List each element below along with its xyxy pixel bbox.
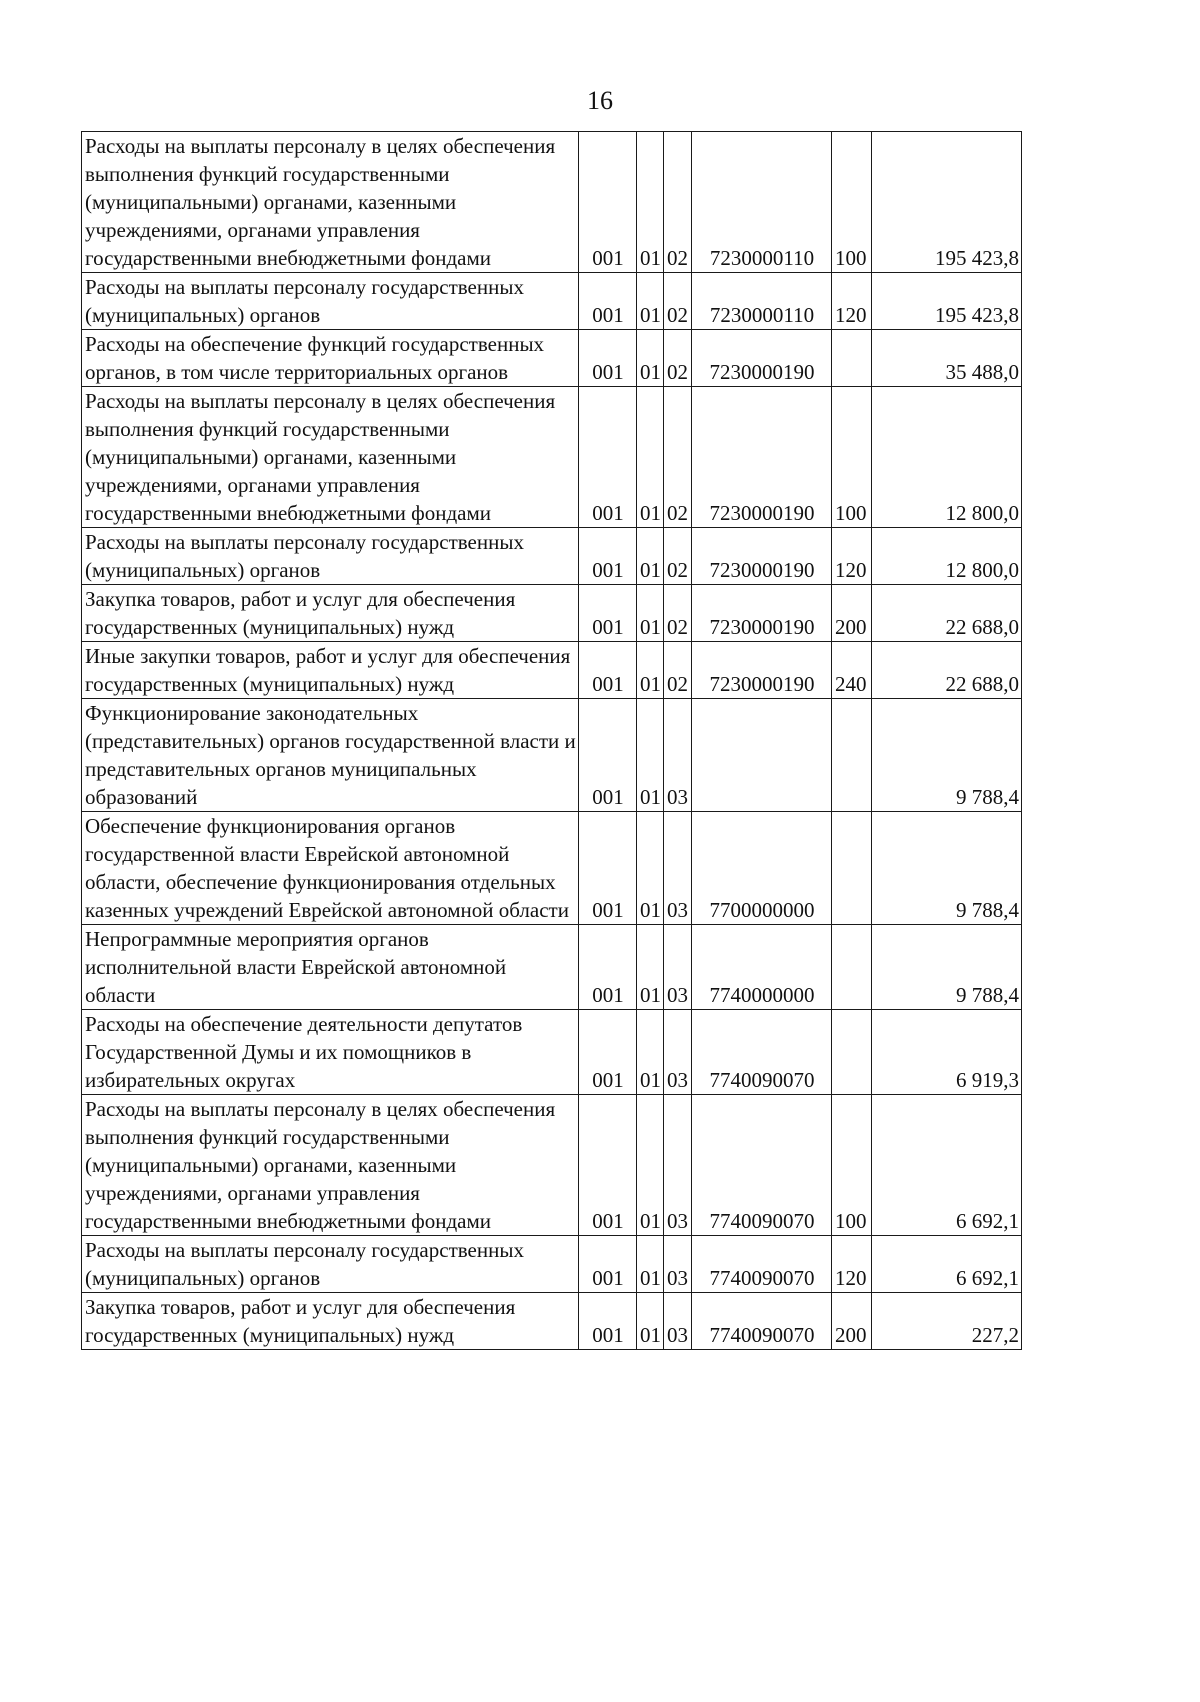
budget-table — [81, 131, 1022, 1350]
row-subsection-code: 03 — [664, 1095, 692, 1236]
row-ved-code: 001 — [579, 1010, 637, 1095]
row-target-article-code — [692, 699, 832, 812]
row-ved-code: 001 — [579, 387, 637, 528]
row-section-code: 01 — [637, 699, 664, 812]
row-expense-type-code: 120 — [832, 528, 872, 585]
row-ved-code: 001 — [579, 132, 637, 273]
row-subsection-code: 03 — [664, 699, 692, 812]
row-section-code: 01 — [637, 642, 664, 699]
row-section-code: 01 — [637, 1236, 664, 1293]
row-target-article-code: 7230000190 — [692, 642, 832, 699]
table-row — [82, 925, 1022, 1010]
row-target-article-code: 7740000000 — [692, 925, 832, 1010]
row-amount: 195 423,8 — [872, 273, 1022, 330]
row-name: Закупка товаров, работ и услуг для обеспечения государственных (муниципальных) нужд — [82, 585, 579, 642]
row-name: Расходы на обеспечение деятельности депутатов Государственной Думы и их помощников в избирательных округах — [82, 1010, 579, 1095]
row-subsection-code: 03 — [664, 1293, 692, 1350]
row-section-code: 01 — [637, 387, 664, 528]
table-row — [82, 812, 1022, 925]
row-subsection-code: 02 — [664, 330, 692, 387]
row-amount: 195 423,8 — [872, 132, 1022, 273]
row-section-code: 01 — [637, 1095, 664, 1236]
row-section-code: 01 — [637, 812, 664, 925]
row-amount: 6 692,1 — [872, 1236, 1022, 1293]
row-amount: 6 919,3 — [872, 1010, 1022, 1095]
row-ved-code: 001 — [579, 585, 637, 642]
row-subsection-code: 02 — [664, 585, 692, 642]
row-target-article-code: 7230000190 — [692, 585, 832, 642]
row-amount: 6 692,1 — [872, 1095, 1022, 1236]
row-subsection-code: 02 — [664, 642, 692, 699]
row-amount: 227,2 — [872, 1293, 1022, 1350]
row-name: Расходы на выплаты персоналу государственных (муниципальных) органов — [82, 528, 579, 585]
row-expense-type-code — [832, 699, 872, 812]
row-target-article-code: 7740090070 — [692, 1293, 832, 1350]
row-section-code: 01 — [637, 1010, 664, 1095]
row-amount: 9 788,4 — [872, 812, 1022, 925]
row-name: Функционирование законодательных (представительных) органов государственной власти и представительных органов муниципальных образований — [82, 699, 579, 812]
row-subsection-code: 03 — [664, 1010, 692, 1095]
row-target-article-code: 7700000000 — [692, 812, 832, 925]
row-expense-type-code — [832, 812, 872, 925]
table-row — [82, 699, 1022, 812]
table-row — [82, 330, 1022, 387]
row-subsection-code: 03 — [664, 925, 692, 1010]
row-amount: 22 688,0 — [872, 585, 1022, 642]
table-row — [82, 642, 1022, 699]
table-row — [82, 273, 1022, 330]
row-name: Расходы на выплаты персоналу государственных (муниципальных) органов — [82, 1236, 579, 1293]
budget-table-body — [82, 132, 1022, 1350]
row-section-code: 01 — [637, 273, 664, 330]
row-ved-code: 001 — [579, 925, 637, 1010]
table-row — [82, 1010, 1022, 1095]
row-amount: 9 788,4 — [872, 699, 1022, 812]
row-expense-type-code — [832, 330, 872, 387]
row-section-code: 01 — [637, 585, 664, 642]
row-target-article-code: 7230000190 — [692, 528, 832, 585]
row-name: Расходы на выплаты персоналу в целях обеспечения выполнения функций государственными (муниципальными) органами, казенными учреждениями, органами управления государственными внебюджетными фондами — [82, 132, 579, 273]
table-row — [82, 387, 1022, 528]
row-subsection-code: 02 — [664, 132, 692, 273]
row-ved-code: 001 — [579, 642, 637, 699]
row-ved-code: 001 — [579, 1236, 637, 1293]
row-expense-type-code: 200 — [832, 1293, 872, 1350]
row-expense-type-code: 100 — [832, 132, 872, 273]
page-number: 16 — [587, 86, 613, 115]
row-expense-type-code: 240 — [832, 642, 872, 699]
row-name: Расходы на обеспечение функций государственных органов, в том числе территориальных органов — [82, 330, 579, 387]
row-subsection-code: 02 — [664, 528, 692, 585]
row-target-article-code: 7230000190 — [692, 387, 832, 528]
row-target-article-code: 7740090070 — [692, 1236, 832, 1293]
row-name: Обеспечение функционирования органов государственной власти Еврейской автономной области, обеспечение функционирования отдельных казенных учреждений Еврейской автономной области — [82, 812, 579, 925]
row-name: Расходы на выплаты персоналу государственных (муниципальных) органов — [82, 273, 579, 330]
row-name: Непрограммные мероприятия органов исполнительной власти Еврейской автономной области — [82, 925, 579, 1010]
row-expense-type-code: 120 — [832, 273, 872, 330]
row-amount: 9 788,4 — [872, 925, 1022, 1010]
row-section-code: 01 — [637, 132, 664, 273]
row-amount: 12 800,0 — [872, 528, 1022, 585]
row-name: Иные закупки товаров, работ и услуг для обеспечения государственных (муниципальных) нужд — [82, 642, 579, 699]
row-subsection-code: 02 — [664, 387, 692, 528]
row-section-code: 01 — [637, 330, 664, 387]
table-row — [82, 585, 1022, 642]
row-amount: 22 688,0 — [872, 642, 1022, 699]
row-name: Расходы на выплаты персоналу в целях обеспечения выполнения функций государственными (муниципальными) органами, казенными учреждениями, органами управления государственными внебюджетными фондами — [82, 1095, 579, 1236]
table-row — [82, 1095, 1022, 1236]
row-subsection-code: 03 — [664, 812, 692, 925]
row-ved-code: 001 — [579, 1095, 637, 1236]
row-section-code: 01 — [637, 528, 664, 585]
row-amount: 35 488,0 — [872, 330, 1022, 387]
row-target-article-code: 7230000110 — [692, 132, 832, 273]
row-target-article-code: 7230000110 — [692, 273, 832, 330]
table-row — [82, 132, 1022, 273]
row-target-article-code: 7230000190 — [692, 330, 832, 387]
row-name: Расходы на выплаты персоналу в целях обеспечения выполнения функций государственными (муниципальными) органами, казенными учреждениями, органами управления государственными внебюджетными фондами — [82, 387, 579, 528]
row-section-code: 01 — [637, 1293, 664, 1350]
row-expense-type-code: 200 — [832, 585, 872, 642]
row-ved-code: 001 — [579, 812, 637, 925]
row-ved-code: 001 — [579, 273, 637, 330]
row-expense-type-code: 100 — [832, 387, 872, 528]
row-amount: 12 800,0 — [872, 387, 1022, 528]
row-expense-type-code — [832, 925, 872, 1010]
row-target-article-code: 7740090070 — [692, 1095, 832, 1236]
row-expense-type-code: 120 — [832, 1236, 872, 1293]
row-expense-type-code — [832, 1010, 872, 1095]
row-ved-code: 001 — [579, 1293, 637, 1350]
row-expense-type-code: 100 — [832, 1095, 872, 1236]
row-name: Закупка товаров, работ и услуг для обеспечения государственных (муниципальных) нужд — [82, 1293, 579, 1350]
row-ved-code: 001 — [579, 528, 637, 585]
row-target-article-code: 7740090070 — [692, 1010, 832, 1095]
row-ved-code: 001 — [579, 699, 637, 812]
row-subsection-code: 03 — [664, 1236, 692, 1293]
table-row — [82, 1236, 1022, 1293]
row-ved-code: 001 — [579, 330, 637, 387]
table-row — [82, 1293, 1022, 1350]
row-section-code: 01 — [637, 925, 664, 1010]
table-row — [82, 528, 1022, 585]
row-subsection-code: 02 — [664, 273, 692, 330]
